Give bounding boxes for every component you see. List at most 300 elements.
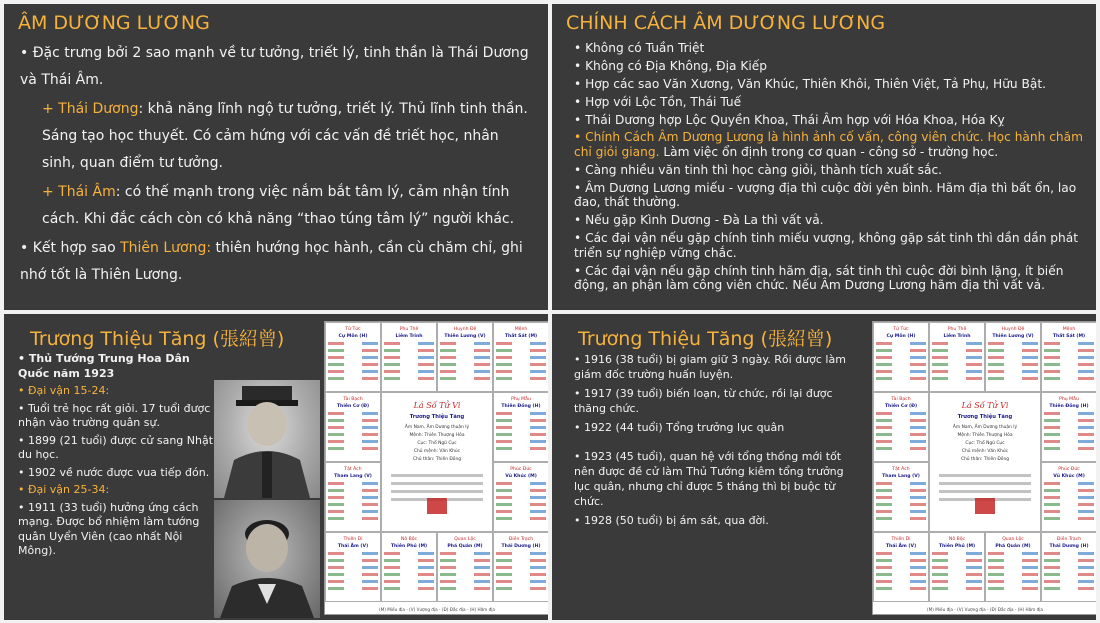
star-line xyxy=(496,356,512,359)
star-line xyxy=(1078,426,1094,429)
star-line xyxy=(496,349,512,352)
star-line xyxy=(496,566,512,569)
chart-center-line: Mệnh: Thiên Thượng Hỏa xyxy=(957,433,1013,438)
star-line xyxy=(440,356,456,359)
info-line xyxy=(939,490,1031,493)
star-line xyxy=(1078,517,1094,520)
palace-name: Mệnh xyxy=(1062,327,1076,332)
bullet-item: • 1902 về nước được vua tiếp đón. xyxy=(18,465,210,479)
bullet-text: : khả năng lĩnh ngộ tư tưởng, triết lý. Thủ lĩnh tinh thần. Sáng tạo học thuyết. Có cảm hứng với các vấn đề triết học, nhân sinh, quan điểm tư tưởng. xyxy=(42,101,528,171)
star-line xyxy=(1044,356,1060,359)
star-line xyxy=(530,412,546,415)
star-line xyxy=(530,552,546,555)
star-line xyxy=(876,510,892,513)
star-line xyxy=(1044,517,1060,520)
star-line xyxy=(328,496,344,499)
star-line xyxy=(362,370,378,373)
chart-center-line: Chủ thân: Thiên Đồng xyxy=(412,457,462,462)
palace-name: Phụ Mẫu xyxy=(1059,397,1079,402)
chart-brand: Lá Số Tử Vi xyxy=(961,401,1009,410)
star-line xyxy=(876,517,892,520)
star-line xyxy=(362,440,378,443)
star-line xyxy=(384,349,400,352)
star-line xyxy=(876,419,892,422)
star-line xyxy=(910,412,926,415)
star-line xyxy=(496,496,512,499)
star-line xyxy=(362,552,378,555)
star-line xyxy=(362,566,378,569)
bullet-item: • Đại vận 25-34: xyxy=(18,483,110,496)
star-line xyxy=(328,517,344,520)
star-line xyxy=(910,370,926,373)
star-line xyxy=(1022,363,1038,366)
star-line xyxy=(440,363,456,366)
star-line xyxy=(910,426,926,429)
palace-name: Điền Trạch xyxy=(1056,537,1082,542)
star-line xyxy=(474,349,490,352)
star-line xyxy=(362,510,378,513)
star-line xyxy=(530,496,546,499)
star-line xyxy=(328,377,344,380)
info-line xyxy=(391,482,483,485)
bullet-item: • Âm Dương Lương miếu - vượng địa thì cuộc đời yên bình. Hãm địa thì bất ổn, lao đao, thất thường. xyxy=(574,180,1077,210)
star-line xyxy=(910,440,926,443)
palace-star: Cự Môn (H) xyxy=(338,334,368,339)
star-line xyxy=(966,587,982,590)
star-line xyxy=(418,356,434,359)
star-line xyxy=(876,440,892,443)
star-line xyxy=(966,342,982,345)
highlight-text: • Chính Cách Âm Dương Lương là hình ảnh cố vấn, công viên chức. Học hành chăm chỉ giỏi giang. xyxy=(574,130,1083,160)
star-line xyxy=(328,573,344,576)
bullet-item: • Các đại vận nếu gặp chính tinh miếu vượng, không gặp sát tinh thì dần dần phát triển sự nghiệp vững chắc. xyxy=(574,231,1078,260)
star-line xyxy=(440,349,456,352)
star-line xyxy=(496,552,512,555)
star-line xyxy=(1078,349,1094,352)
star-line xyxy=(876,342,892,345)
star-line xyxy=(496,573,512,576)
star-line xyxy=(910,342,926,345)
star-line xyxy=(910,517,926,520)
star-line xyxy=(1078,447,1094,450)
star-line xyxy=(530,580,546,583)
portrait-uniform-icon xyxy=(214,380,320,498)
star-line xyxy=(530,566,546,569)
slide-title: ÂM DƯƠNG LƯƠNG xyxy=(18,12,210,34)
palace-star: Phá Quân (M) xyxy=(447,544,483,549)
chart-person-name: Trương Thiệu Tăng xyxy=(957,414,1013,420)
star-line xyxy=(1044,587,1060,590)
star-line xyxy=(440,552,456,555)
star-line xyxy=(910,447,926,450)
star-line xyxy=(440,573,456,576)
star-line xyxy=(384,377,400,380)
star-line xyxy=(1022,580,1038,583)
star-line xyxy=(876,552,892,555)
bullet-item: • 1916 (38 tuổi) bị giam giữ 3 ngày. Rồi được làm giám đốc trường huấn luyện. xyxy=(574,353,846,381)
bullet-item: • 1923 (45 tuổi), quan hệ với tổng thống mới tốt nên được đề cử làm Thủ Tướng kiêm tổng trưởng lục quân, nhưng chỉ được 5 tháng thì bị buộc từ chức. xyxy=(574,450,844,508)
star-line xyxy=(910,559,926,562)
star-line xyxy=(988,587,1004,590)
star-line xyxy=(496,447,512,450)
palace-name: Quan Lộc xyxy=(454,537,476,542)
star-line xyxy=(910,503,926,506)
star-line xyxy=(1022,342,1038,345)
star-line xyxy=(932,377,948,380)
star-line xyxy=(440,580,456,583)
info-line xyxy=(391,490,483,493)
palace-name: Phụ Mẫu xyxy=(511,397,531,402)
chart-center-line: Chủ thân: Thiên Đồng xyxy=(960,457,1010,462)
palace-name: Phúc Đức xyxy=(1058,467,1080,472)
bullet-item: • Thủ Tướng Trung Hoa Dân Quốc năm 1923 xyxy=(18,352,190,380)
palace-star: Cự Môn (H) xyxy=(886,334,916,339)
star-line xyxy=(384,573,400,576)
star-line xyxy=(328,580,344,583)
portrait-suit-icon xyxy=(214,500,320,618)
star-line xyxy=(328,349,344,352)
star-line xyxy=(496,419,512,422)
star-line xyxy=(932,559,948,562)
star-line xyxy=(1022,356,1038,359)
star-line xyxy=(932,370,948,373)
palace-name: Phu Thê xyxy=(947,327,967,332)
star-line xyxy=(474,566,490,569)
star-line xyxy=(496,426,512,429)
bullet-item: • Nếu gặp Kình Dương - Đà La thì vất vả. xyxy=(574,213,824,228)
chart-center-line: Chủ mệnh: Văn Khúc xyxy=(413,449,461,454)
star-line xyxy=(496,559,512,562)
palace-star: Thái Âm (V) xyxy=(885,544,917,549)
star-line xyxy=(328,356,344,359)
star-line xyxy=(530,426,546,429)
star-line xyxy=(1078,482,1094,485)
star-line xyxy=(530,573,546,576)
tu-vi-grid xyxy=(325,322,548,614)
star-line xyxy=(474,342,490,345)
star-line xyxy=(988,349,1004,352)
bullet-text: • Kết hợp sao xyxy=(20,240,121,256)
star-line xyxy=(418,349,434,352)
star-line xyxy=(362,356,378,359)
bullet-item xyxy=(20,96,532,177)
star-line xyxy=(1044,370,1060,373)
chart-center-line: Chủ mệnh: Văn Khúc xyxy=(961,449,1009,454)
bullet-item xyxy=(20,40,532,94)
chart-brand: Lá Số Tử Vi xyxy=(413,401,461,410)
star-line xyxy=(418,559,434,562)
star-line xyxy=(1044,342,1060,345)
star-line xyxy=(1078,363,1094,366)
bullet-item: • 1911 (33 tuổi) hưởng ứng cách mạng. Được bổ nhiệm làm tướng quân Uyển Viên (cao nhất Nội Mông). xyxy=(18,500,200,557)
star-line xyxy=(910,510,926,513)
star-line xyxy=(966,377,982,380)
bullet-item: • 1917 (39 tuổi) biến loạn, từ chức, rồi lại được thăng chức. xyxy=(574,387,833,415)
star-line xyxy=(530,517,546,520)
star-line xyxy=(328,342,344,345)
star-line xyxy=(966,552,982,555)
star-line xyxy=(876,496,892,499)
bullet-item xyxy=(20,235,532,289)
palace-name: Điền Trạch xyxy=(508,537,534,542)
star-line xyxy=(1022,377,1038,380)
bullet-item: • Tuổi trẻ học rất giỏi. 17 tuổi được nhận vào trường quân sự. xyxy=(18,401,211,429)
star-line xyxy=(418,370,434,373)
star-line xyxy=(966,363,982,366)
star-line xyxy=(362,377,378,380)
star-line xyxy=(910,349,926,352)
star-line xyxy=(384,370,400,373)
star-line xyxy=(530,419,546,422)
star-line xyxy=(362,349,378,352)
star-line xyxy=(988,377,1004,380)
star-line xyxy=(1044,377,1060,380)
star-line xyxy=(1044,482,1060,485)
star-line xyxy=(910,580,926,583)
star-line xyxy=(362,482,378,485)
palace-star: Thiên Cơ (Đ) xyxy=(884,404,918,409)
star-line xyxy=(910,587,926,590)
star-line xyxy=(418,342,434,345)
star-line xyxy=(932,573,948,576)
palace-name: Nô Bộc xyxy=(948,537,966,542)
star-line xyxy=(1078,342,1094,345)
star-line xyxy=(362,517,378,520)
star-line xyxy=(328,370,344,373)
star-line xyxy=(362,587,378,590)
palace-name: Tử Tức xyxy=(345,327,361,332)
star-line xyxy=(910,419,926,422)
star-line xyxy=(1078,433,1094,436)
chart-center-line: Âm Nam, Âm Dương thuận lý xyxy=(404,425,470,430)
star-line xyxy=(1044,419,1060,422)
slide-title: Trương Thiệu Tăng (張紹曾) xyxy=(30,328,285,350)
star-line xyxy=(1078,587,1094,590)
star-line xyxy=(328,482,344,485)
star-line xyxy=(328,503,344,506)
star-line xyxy=(876,447,892,450)
star-line xyxy=(876,489,892,492)
palace-star: Thất Sát (M) xyxy=(504,334,538,339)
palace-star: Liêm Trinh xyxy=(395,334,423,339)
bullet-item: • Không có Địa Không, Địa Kiếp xyxy=(574,58,767,73)
star-line xyxy=(384,363,400,366)
star-line xyxy=(1078,370,1094,373)
chart-center-line: Âm Nam, Âm Dương thuận lý xyxy=(952,425,1018,430)
star-line xyxy=(362,363,378,366)
star-line xyxy=(362,489,378,492)
star-line xyxy=(384,566,400,569)
palace-name: Tử Tức xyxy=(893,327,909,332)
highlight-text: Thiên Lương: xyxy=(120,240,212,256)
star-line xyxy=(496,510,512,513)
palace-name: Tật Ách xyxy=(344,467,362,472)
star-line xyxy=(496,440,512,443)
palace-star: Phá Quân (M) xyxy=(995,544,1031,549)
star-line xyxy=(1044,510,1060,513)
star-line xyxy=(910,566,926,569)
star-line xyxy=(1022,559,1038,562)
star-line xyxy=(1044,447,1060,450)
palace-star: Thái Dương (H) xyxy=(1049,544,1089,549)
star-line xyxy=(530,447,546,450)
bullet-item: • Các đại vận nếu gặp chính tinh hãm địa, sát tinh thì cuộc đời bình lặng, ít biến động, an phận làm công viên chức. Nếu Âm Dương Lương hãm địa thì vất vả. xyxy=(574,263,1064,293)
palace-star: Thiên Phủ (M) xyxy=(938,544,976,549)
palace-name: Huynh Đệ xyxy=(453,327,477,332)
chart-center-line: Cục: Thổ Ngũ Cục xyxy=(965,441,1005,446)
star-line xyxy=(876,482,892,485)
star-line xyxy=(932,349,948,352)
star-line xyxy=(440,342,456,345)
star-line xyxy=(362,503,378,506)
star-line xyxy=(362,496,378,499)
info-line xyxy=(939,474,1031,477)
star-line xyxy=(1022,552,1038,555)
star-line xyxy=(362,419,378,422)
star-line xyxy=(496,587,512,590)
star-line xyxy=(910,496,926,499)
star-line xyxy=(362,342,378,345)
bullet-item: • Càng nhiều văn tinh thì học càng giỏi, thành tích xuất sắc. xyxy=(574,162,943,177)
chart-center-line: Mệnh: Thiên Thượng Hỏa xyxy=(409,433,465,438)
star-line xyxy=(530,433,546,436)
star-line xyxy=(440,566,456,569)
star-line xyxy=(496,412,512,415)
star-line xyxy=(910,377,926,380)
star-line xyxy=(932,356,948,359)
star-line xyxy=(988,566,1004,569)
palace-star: Tham Lang (V) xyxy=(882,474,920,479)
star-line xyxy=(328,510,344,513)
slide-truong-thieu-tang-1 xyxy=(4,314,548,620)
star-line xyxy=(530,356,546,359)
star-line xyxy=(362,412,378,415)
star-line xyxy=(1022,566,1038,569)
chart-person-name: Trương Thiệu Tăng xyxy=(409,414,465,420)
bullet-item: • Hợp với Lộc Tồn, Thái Tuế xyxy=(574,94,742,109)
star-line xyxy=(328,412,344,415)
star-line xyxy=(328,489,344,492)
star-line xyxy=(440,377,456,380)
bullet-text: : có thế mạnh trong việc nắm bắt tâm lý, cảm nhận tính cách. Khi đắc cách còn có khả năng “thao túng tâm lý” người khác. xyxy=(42,184,515,227)
star-line xyxy=(966,349,982,352)
palace-name: Phúc Đức xyxy=(510,467,532,472)
bullet-item: • Không có Tuần Triệt xyxy=(574,41,705,55)
star-line xyxy=(418,552,434,555)
star-line xyxy=(440,370,456,373)
star-line xyxy=(474,573,490,576)
star-line xyxy=(530,440,546,443)
star-line xyxy=(530,559,546,562)
star-line xyxy=(1044,433,1060,436)
star-line xyxy=(496,482,512,485)
portrait-photo-uniform xyxy=(214,380,320,498)
palace-star: Thiên Đồng (H) xyxy=(1049,404,1089,409)
star-line xyxy=(910,573,926,576)
star-line xyxy=(1078,377,1094,380)
star-line xyxy=(876,559,892,562)
star-line xyxy=(530,587,546,590)
star-line xyxy=(876,426,892,429)
star-line xyxy=(418,363,434,366)
star-line xyxy=(910,363,926,366)
palace-star: Vũ Khúc (M) xyxy=(1053,474,1085,479)
seal-icon xyxy=(427,498,447,514)
star-line xyxy=(496,370,512,373)
slide-truong-thieu-tang-2 xyxy=(552,314,1096,620)
star-line xyxy=(988,580,1004,583)
star-line xyxy=(474,370,490,373)
star-line xyxy=(1078,510,1094,513)
star-line xyxy=(384,587,400,590)
star-line xyxy=(1078,566,1094,569)
star-line xyxy=(362,580,378,583)
star-line xyxy=(988,573,1004,576)
star-line xyxy=(910,482,926,485)
star-line xyxy=(932,587,948,590)
star-line xyxy=(1044,412,1060,415)
star-line xyxy=(876,433,892,436)
bullet-item: • Thái Dương hợp Lộc Quyền Khoa, Thái Âm hợp với Hóa Khoa, Hóa Kỵ xyxy=(574,112,1005,127)
star-line xyxy=(328,559,344,562)
star-line xyxy=(362,447,378,450)
palace-star: Tham Lang (V) xyxy=(334,474,372,479)
star-line xyxy=(474,377,490,380)
star-line xyxy=(876,587,892,590)
star-line xyxy=(530,489,546,492)
star-line xyxy=(496,433,512,436)
star-line xyxy=(530,370,546,373)
star-line xyxy=(966,370,982,373)
palace-name: Tài Bạch xyxy=(891,397,911,402)
star-line xyxy=(418,377,434,380)
star-line xyxy=(1044,349,1060,352)
star-line xyxy=(530,482,546,485)
star-line xyxy=(1078,496,1094,499)
palace-star: Thiên Lương (V) xyxy=(992,334,1034,339)
info-line xyxy=(391,474,483,477)
star-line xyxy=(328,440,344,443)
slide-chinh-cach xyxy=(552,4,1096,310)
palace-name: Tài Bạch xyxy=(343,397,363,402)
palace-star: Thiên Cơ (Đ) xyxy=(336,404,370,409)
bullet-item: • Đại vận 15-24: xyxy=(18,384,110,397)
star-line xyxy=(474,356,490,359)
star-line xyxy=(1044,573,1060,576)
star-line xyxy=(1078,559,1094,562)
palace-name: Tật Ách xyxy=(892,467,910,472)
star-line xyxy=(988,342,1004,345)
star-line xyxy=(966,356,982,359)
star-line xyxy=(328,433,344,436)
star-line xyxy=(530,363,546,366)
star-line xyxy=(1022,573,1038,576)
star-line xyxy=(418,573,434,576)
star-line xyxy=(1078,552,1094,555)
slide-title: Trương Thiệu Tăng (張紹曾) xyxy=(578,328,833,350)
star-line xyxy=(384,580,400,583)
star-line xyxy=(1078,412,1094,415)
star-line xyxy=(1078,503,1094,506)
palace-name: Mệnh xyxy=(514,327,528,332)
palace-star: Thái Âm (V) xyxy=(337,544,369,549)
portrait-photo-suit xyxy=(214,500,320,618)
star-line xyxy=(496,363,512,366)
star-line xyxy=(966,573,982,576)
bullet-list xyxy=(574,352,854,532)
star-line xyxy=(328,426,344,429)
chart-center-line: Cục: Thổ Ngũ Cục xyxy=(417,441,457,446)
